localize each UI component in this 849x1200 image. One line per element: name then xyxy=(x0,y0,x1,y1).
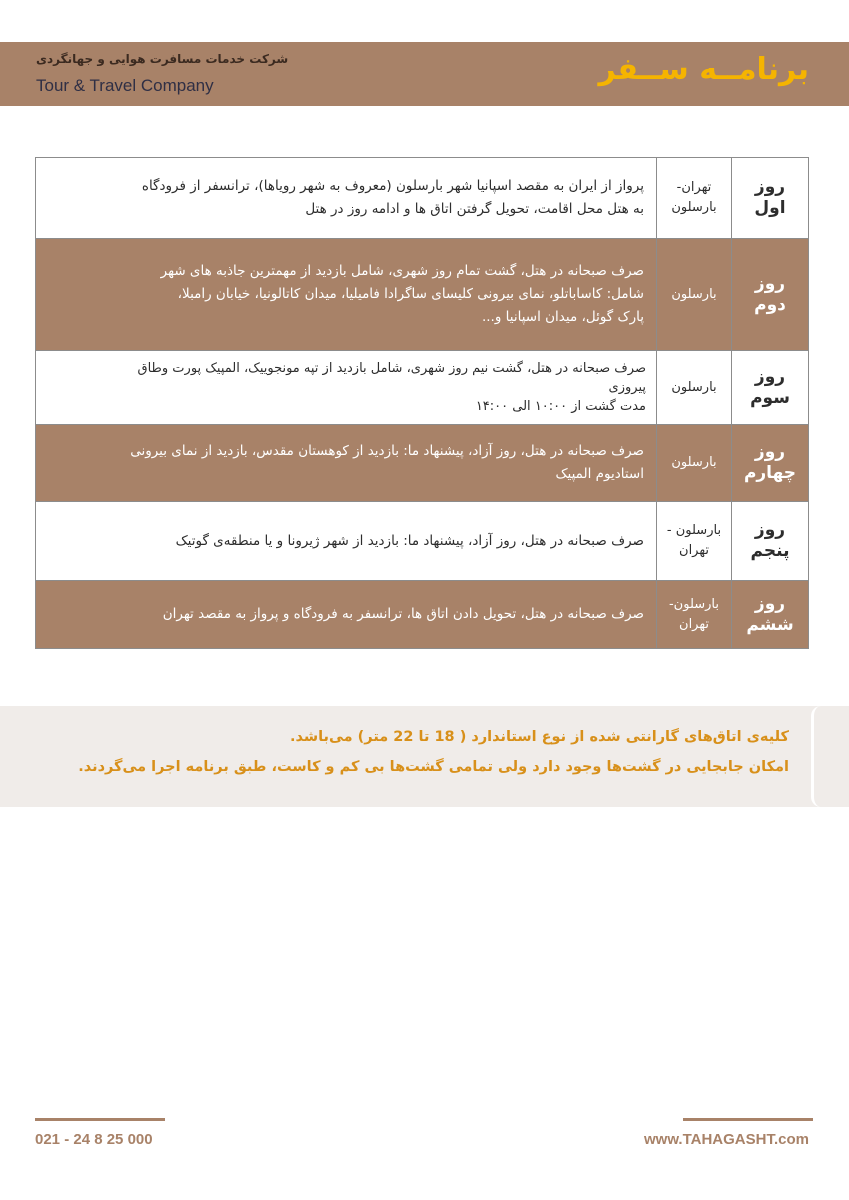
city-cell: بارسلون xyxy=(657,351,732,425)
day-cell: روز اول xyxy=(732,158,809,239)
city-cell: تهران- بارسلون xyxy=(657,158,732,239)
description-cell: صرف صبحانه در هتل، گشت تمام روز شهری، شامل بازدید از مهمترین جاذبه های شهر شامل: کاساباتلو، نمای بیرونی کلیسای ساگرادا فامیلیا، میدان کاتالونیا، خیابان رامبلا، پارک گوئل، میدان اسپانیا و... xyxy=(36,239,657,351)
day-cell: روز ششم xyxy=(732,581,809,649)
day-cell: روز دوم xyxy=(732,239,809,351)
city-cell: بارسلون - تهران xyxy=(657,502,732,581)
itinerary-row xyxy=(36,239,809,351)
notes-box-tab xyxy=(811,706,849,807)
itinerary-row xyxy=(36,158,809,239)
itinerary-table xyxy=(35,157,809,649)
city-cell: بارسلون- تهران xyxy=(657,581,732,649)
notes-text xyxy=(29,722,789,782)
itinerary-row xyxy=(36,425,809,502)
day-cell: روز سوم xyxy=(732,351,809,425)
itinerary-row xyxy=(36,502,809,581)
day-cell: روز چهارم xyxy=(732,425,809,502)
footer-divider-left xyxy=(35,1118,165,1121)
city-cell: بارسلون xyxy=(657,425,732,502)
footer-phone: 021 - 24 8 25 000 xyxy=(35,1131,153,1148)
company-name-en: Tour & Travel Company xyxy=(36,76,214,95)
itinerary-row xyxy=(36,581,809,649)
description-cell: صرف صبحانه در هتل، روز آزاد، پیشنهاد ما: بازدید از کوهستان مقدس، بازدید از نمای بیرونی استادیوم المپیک xyxy=(36,425,657,502)
description-cell: پرواز از ایران به مقصد اسپانیا شهر بارسلون (معروف به شهر رویاها)، ترانسفر از فرودگاه به هتل محل اقامت، تحویل گرفتن اتاق ها و ادامه روز در هتل xyxy=(36,158,657,239)
note-line: کلیه‌ی اتاق‌های گارانتی شده از نوع استاندارد ( 18 تا 22 متر) می‌باشد. xyxy=(289,729,789,745)
page-title: برنامــه ســفر xyxy=(598,52,809,87)
day-cell: روز پنجم xyxy=(732,502,809,581)
description-cell: صرف صبحانه در هتل، گشت نیم روز شهری، شامل بازدید از تپه مونجوییک، المپیک پورت وطاق پیروزی مدت گشت از ۱۰:۰۰ الی ۱۴:۰۰ xyxy=(36,351,657,425)
description-cell: صرف صبحانه در هتل، روز آزاد، پیشنهاد ما: بازدید از شهر ژیرونا و یا منطقه‌ی گوتیک xyxy=(36,502,657,581)
itinerary-row xyxy=(36,351,809,425)
header-bar xyxy=(0,42,849,106)
city-cell: بارسلون xyxy=(657,239,732,351)
company-name-fa: شرکت خدمات مسافرت هوایی و جهانگردی xyxy=(36,52,289,66)
footer-website[interactable]: www.TAHAGASHT.com xyxy=(643,1131,809,1148)
description-cell: صرف صبحانه در هتل، تحویل دادن اتاق ها، ترانسفر به فرودگاه و پرواز به مقصد تهران xyxy=(36,581,657,649)
note-line: امکان جابجایی در گشت‌ها وجود دارد ولی تمامی گشت‌ها بی کم و کاست، طبق برنامه اجرا می‌گردند. xyxy=(78,759,789,775)
footer-divider-right xyxy=(683,1118,813,1121)
